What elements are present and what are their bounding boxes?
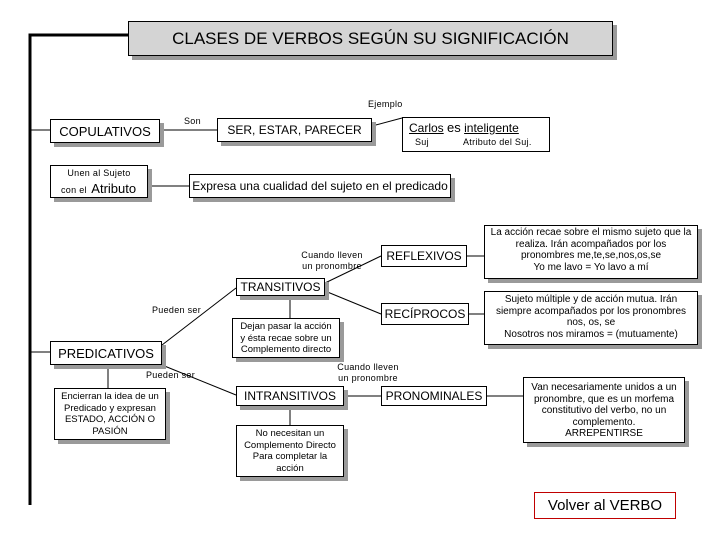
no-necesitan-line2: Complemento Directo xyxy=(244,439,336,451)
predicativos-box: PREDICATIVOS xyxy=(50,341,162,365)
copulativos-box: COPULATIVOS xyxy=(50,119,160,143)
encierran-line1: Encierran la idea de un xyxy=(61,391,159,402)
reflexivos-desc-box xyxy=(484,225,698,279)
reciprocos-desc-box xyxy=(484,291,698,345)
reciprocos-desc-line4: Nosotros nos miramos = (mutuamente) xyxy=(504,328,678,340)
son-label: Son xyxy=(184,116,201,126)
reflexivos-desc-line1: La acción recae sobre el mismo sujeto que la xyxy=(490,227,692,238)
cuando-2-line1: Cuando lleven xyxy=(337,362,399,372)
example-sentence xyxy=(409,120,519,135)
no-necesitan-line3: Para completar la xyxy=(252,451,328,462)
transitivos-box: TRANSITIVOS xyxy=(236,278,325,296)
dejan-line2: y ésta recae sobre un xyxy=(240,332,332,344)
encierran-box xyxy=(54,388,166,440)
pronominales-desc-line1: Van necesariamente unidos a un xyxy=(531,382,677,393)
intransitivos-box: INTRANSITIVOS xyxy=(236,386,344,406)
dejan-line3: Complemento directo xyxy=(240,344,332,355)
unen-con-el: con el xyxy=(61,185,87,195)
pronominales-desc-line5: ARREPENTIRSE xyxy=(565,428,643,439)
example-verb: es xyxy=(447,120,461,135)
example-box xyxy=(402,117,550,152)
pronominales-box: PRONOMINALES xyxy=(381,386,487,406)
cuando-2-line2: un pronombre xyxy=(338,373,398,383)
pronominales-desc-line4: complemento. xyxy=(572,416,636,428)
reciprocos-box: RECÍPROCOS xyxy=(381,303,469,325)
reflexivos-desc-line2: realiza. Irán acompañados por los xyxy=(515,238,667,250)
volver-al-verbo-link[interactable]: Volver al VERBO xyxy=(534,492,676,519)
reflexivos-desc-line4: Yo me lavo = Yo lavo a mí xyxy=(533,261,649,273)
reciprocos-desc-line3: nos, os, se xyxy=(566,317,616,328)
ejemplo-label: Ejemplo xyxy=(368,99,403,109)
encierran-line3: ESTADO, ACCIÓN O xyxy=(64,414,156,425)
example-subject: Carlos xyxy=(409,121,444,135)
no-necesitan-box xyxy=(236,425,344,477)
no-necesitan-line4: acción xyxy=(276,462,304,474)
transitivos-to-reciprocos-line xyxy=(325,291,381,314)
unen-box xyxy=(50,165,148,198)
reflexivos-box: REFLEXIVOS xyxy=(381,245,467,267)
no-necesitan-line1: No necesitan un xyxy=(255,428,325,439)
reciprocos-desc-line1: Sujeto múltiple y de acción mutua. Irán xyxy=(504,294,678,305)
pueden-ser-1: Pueden ser xyxy=(152,305,202,315)
cuando-lleven-1 xyxy=(296,250,368,272)
cuando-lleven-2 xyxy=(332,362,404,384)
cuando-1-line2: un pronombre xyxy=(302,261,362,271)
expresa-box: Expresa una cualidad del sujeto en el predicado xyxy=(189,174,451,198)
pronominales-desc-box xyxy=(523,377,685,443)
ser-estar-box: SER, ESTAR, PARECER xyxy=(217,118,372,142)
example-atributo-label: Atributo del Suj. xyxy=(463,137,532,147)
pronominales-desc-line3: constitutivo del verbo, no un xyxy=(541,405,667,416)
cuando-1-line1: Cuando lleven xyxy=(301,250,363,260)
ser-to-ejemplo-line xyxy=(372,118,402,126)
pueden-ser-2: Pueden ser xyxy=(146,370,196,380)
unen-line2 xyxy=(61,180,136,198)
dejan-pasar-box xyxy=(232,318,340,358)
page-title: CLASES DE VERBOS SEGÚN SU SIGNIFICACIÓN xyxy=(128,21,613,56)
unen-line1: Unen al Sujeto xyxy=(67,168,131,178)
dejan-line1: Dejan pasar la acción xyxy=(240,321,332,332)
encierran-line4: PASIÓN xyxy=(92,425,128,437)
reflexivos-desc-line3: pronombres me,te,se,nos,os,se xyxy=(520,250,662,261)
reciprocos-desc-line2: siempre acompañados por los pronombres xyxy=(495,305,687,317)
unen-atributo: Atributo xyxy=(91,181,137,196)
example-suj-label: Suj xyxy=(415,137,429,147)
pronominales-desc-line2: pronombre, que es un morfema xyxy=(533,393,675,405)
predicativos-to-transitivos-line xyxy=(162,288,236,345)
encierran-line2: Predicado y expresan xyxy=(64,402,156,414)
example-attribute: inteligente xyxy=(464,121,519,135)
